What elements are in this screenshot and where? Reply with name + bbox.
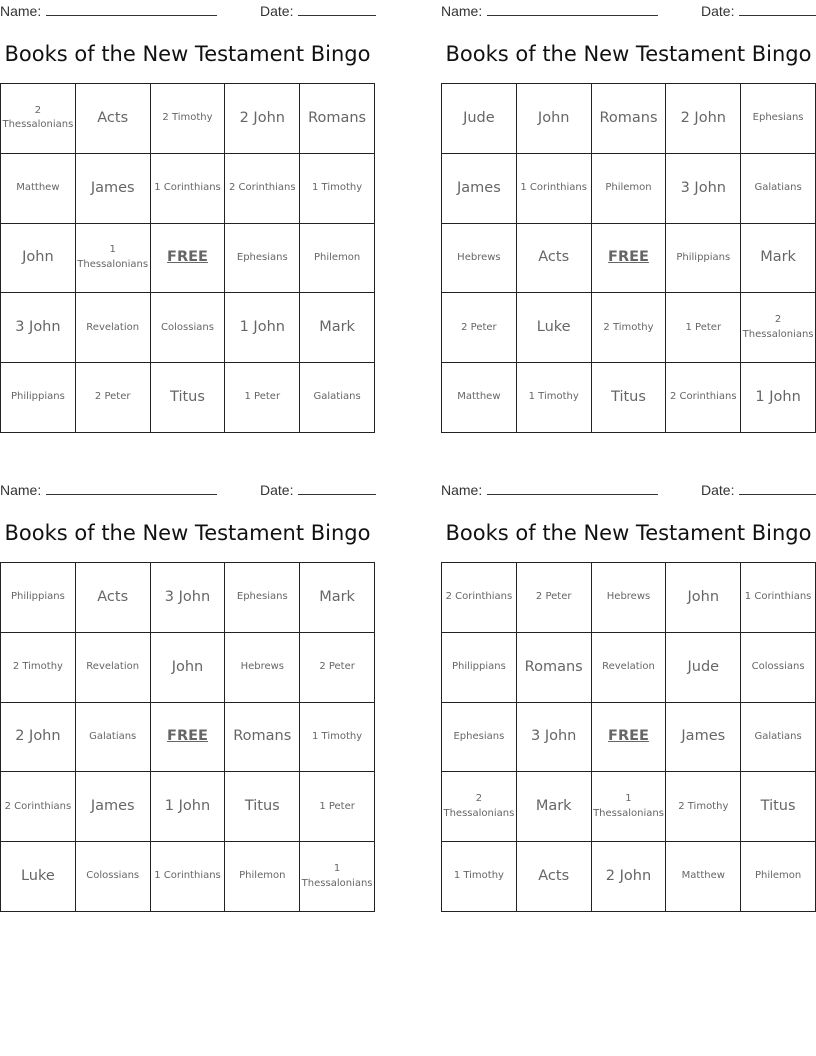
bingo-cell[interactable]: Ephesians [225,563,300,633]
free-space-cell[interactable]: FREE [151,224,226,294]
bingo-cell[interactable]: Acts [76,563,151,633]
bingo-cell[interactable]: Galatians [741,154,816,224]
name-field [441,3,658,19]
bingo-cell[interactable]: Galatians [76,703,151,773]
bingo-cell[interactable]: 2 Timothy [666,772,741,842]
bingo-cell[interactable]: 1 Corinthians [517,154,592,224]
bingo-cell[interactable]: 1 Corinthians [151,842,226,912]
bingo-cell[interactable]: Jude [442,84,517,154]
bingo-cell[interactable]: Ephesians [225,224,300,294]
bingo-cell[interactable]: 2 Corinthians [442,563,517,633]
bingo-cell[interactable]: 2 Corinthians [1,772,76,842]
card-title: Books of the New Testament Bingo [4,521,371,545]
card-header [441,482,816,500]
bingo-cell[interactable]: Hebrews [225,633,300,703]
free-space-cell[interactable]: FREE [592,224,667,294]
bingo-cell[interactable]: 1 Timothy [300,154,375,224]
date-label: Date: [260,482,294,498]
bingo-cell[interactable]: 2 John [592,842,667,912]
free-space-cell[interactable]: FREE [592,703,667,773]
bingo-cell[interactable]: 2 Thessalonians [741,293,816,363]
date-field [260,482,376,498]
name-label: Name: [0,482,42,498]
bingo-cell[interactable]: Colossians [741,633,816,703]
bingo-cell[interactable]: 1 Thessalonians [592,772,667,842]
name-blank-line[interactable] [487,482,658,495]
bingo-cell[interactable]: John [151,633,226,703]
bingo-cell[interactable]: 2 Thessalonians [1,84,76,154]
bingo-cell[interactable]: John [1,224,76,294]
bingo-cell[interactable]: Matthew [1,154,76,224]
date-blank-line[interactable] [739,482,816,495]
bingo-cell[interactable]: 2 Timothy [1,633,76,703]
bingo-cell[interactable]: Hebrews [592,563,667,633]
bingo-cell[interactable]: 1 Timothy [300,703,375,773]
bingo-cell[interactable]: Romans [592,84,667,154]
bingo-cell[interactable]: Matthew [666,842,741,912]
bingo-cell[interactable]: 2 John [666,84,741,154]
bingo-cell[interactable]: James [442,154,517,224]
bingo-grid [441,562,816,912]
bingo-cell[interactable]: 1 John [741,363,816,433]
bingo-cell[interactable]: Philemon [225,842,300,912]
bingo-cell[interactable]: Mark [300,293,375,363]
bingo-cell[interactable]: Revelation [76,633,151,703]
bingo-cell[interactable]: 1 Peter [300,772,375,842]
bingo-cell[interactable]: Ephesians [741,84,816,154]
bingo-cell[interactable]: 1 John [225,293,300,363]
bingo-cell[interactable]: Philippians [666,224,741,294]
bingo-cell[interactable]: Romans [300,84,375,154]
bingo-cell[interactable]: Jude [666,633,741,703]
bingo-cell[interactable]: 2 Timothy [592,293,667,363]
date-label: Date: [701,482,735,498]
bingo-cell[interactable]: Philemon [592,154,667,224]
bingo-cell[interactable]: Luke [1,842,76,912]
bingo-cell[interactable]: Galatians [300,363,375,433]
bingo-cell[interactable]: James [666,703,741,773]
bingo-grid [0,562,375,912]
bingo-cell[interactable]: 2 Timothy [151,84,226,154]
bingo-cell[interactable]: Philippians [442,633,517,703]
card-header [0,3,375,21]
card-title: Books of the New Testament Bingo [445,42,812,66]
bingo-cell[interactable]: Romans [225,703,300,773]
bingo-cell[interactable]: 3 John [151,563,226,633]
bingo-cell[interactable]: James [76,772,151,842]
date-blank-line[interactable] [298,482,376,495]
bingo-cell[interactable]: 1 Corinthians [151,154,226,224]
bingo-cell[interactable]: James [76,154,151,224]
bingo-cell[interactable]: Romans [517,633,592,703]
bingo-cell[interactable]: 1 Peter [666,293,741,363]
bingo-cell[interactable]: Luke [517,293,592,363]
bingo-cell[interactable]: Revelation [592,633,667,703]
bingo-cell[interactable]: Titus [225,772,300,842]
bingo-grid [441,83,816,433]
name-blank-line[interactable] [487,3,658,16]
bingo-cell[interactable]: 2 Peter [517,563,592,633]
name-field [0,3,217,19]
card-title: Books of the New Testament Bingo [445,521,812,545]
date-blank-line[interactable] [739,3,816,16]
bingo-cell[interactable]: Ephesians [442,703,517,773]
bingo-cell[interactable]: Titus [592,363,667,433]
bingo-cell[interactable]: Mark [741,224,816,294]
name-field [441,482,658,498]
bingo-cell[interactable]: 3 John [517,703,592,773]
bingo-cell[interactable]: 2 Peter [76,363,151,433]
bingo-cell[interactable]: Mark [300,563,375,633]
bingo-cell[interactable]: 2 Peter [300,633,375,703]
bingo-cell[interactable]: 1 Thessalonians [76,224,151,294]
bingo-cell[interactable]: 2 Peter [442,293,517,363]
date-field [701,3,816,19]
bingo-cell[interactable]: Philippians [1,563,76,633]
bingo-cell[interactable]: 1 John [151,772,226,842]
date-field [260,3,376,19]
bingo-cell[interactable]: Philemon [741,842,816,912]
name-field [0,482,217,498]
bingo-cell[interactable]: 2 Corinthians [225,154,300,224]
bingo-cell[interactable]: 2 John [1,703,76,773]
bingo-cell[interactable]: Acts [517,224,592,294]
bingo-cell[interactable]: Matthew [442,363,517,433]
bingo-cell[interactable]: 1 Peter [225,363,300,433]
bingo-cell[interactable]: Mark [517,772,592,842]
card-title: Books of the New Testament Bingo [4,42,371,66]
bingo-cell[interactable]: 2 Thessalonians [442,772,517,842]
bingo-cell[interactable]: 1 Corinthians [741,563,816,633]
bingo-cell[interactable]: Acts [517,842,592,912]
bingo-grid [0,83,375,433]
bingo-cell[interactable]: Hebrews [442,224,517,294]
name-label: Name: [0,3,42,19]
free-space-cell[interactable]: FREE [151,703,226,773]
bingo-cell[interactable]: John [666,563,741,633]
bingo-cell[interactable]: Colossians [151,293,226,363]
bingo-cell[interactable]: 1 Timothy [442,842,517,912]
bingo-cell[interactable]: Acts [76,84,151,154]
bingo-cell[interactable]: Philippians [1,363,76,433]
name-blank-line[interactable] [46,3,217,16]
bingo-cell[interactable]: John [517,84,592,154]
bingo-cell[interactable]: 3 John [1,293,76,363]
bingo-cell[interactable]: 1 Timothy [517,363,592,433]
name-blank-line[interactable] [46,482,217,495]
bingo-cell[interactable]: Galatians [741,703,816,773]
bingo-cell[interactable]: Revelation [76,293,151,363]
date-blank-line[interactable] [298,3,376,16]
bingo-cell[interactable]: Titus [151,363,226,433]
bingo-cell[interactable]: Titus [741,772,816,842]
bingo-cell[interactable]: Colossians [76,842,151,912]
bingo-cell[interactable]: 3 John [666,154,741,224]
bingo-cell[interactable]: 1 Thessalonians [300,842,375,912]
bingo-cell[interactable]: Philemon [300,224,375,294]
card-header [441,3,816,21]
date-field [701,482,816,498]
name-label: Name: [441,482,483,498]
card-header [0,482,375,500]
bingo-cell[interactable]: 2 John [225,84,300,154]
date-label: Date: [701,3,735,19]
date-label: Date: [260,3,294,19]
name-label: Name: [441,3,483,19]
bingo-cell[interactable]: 2 Corinthians [666,363,741,433]
